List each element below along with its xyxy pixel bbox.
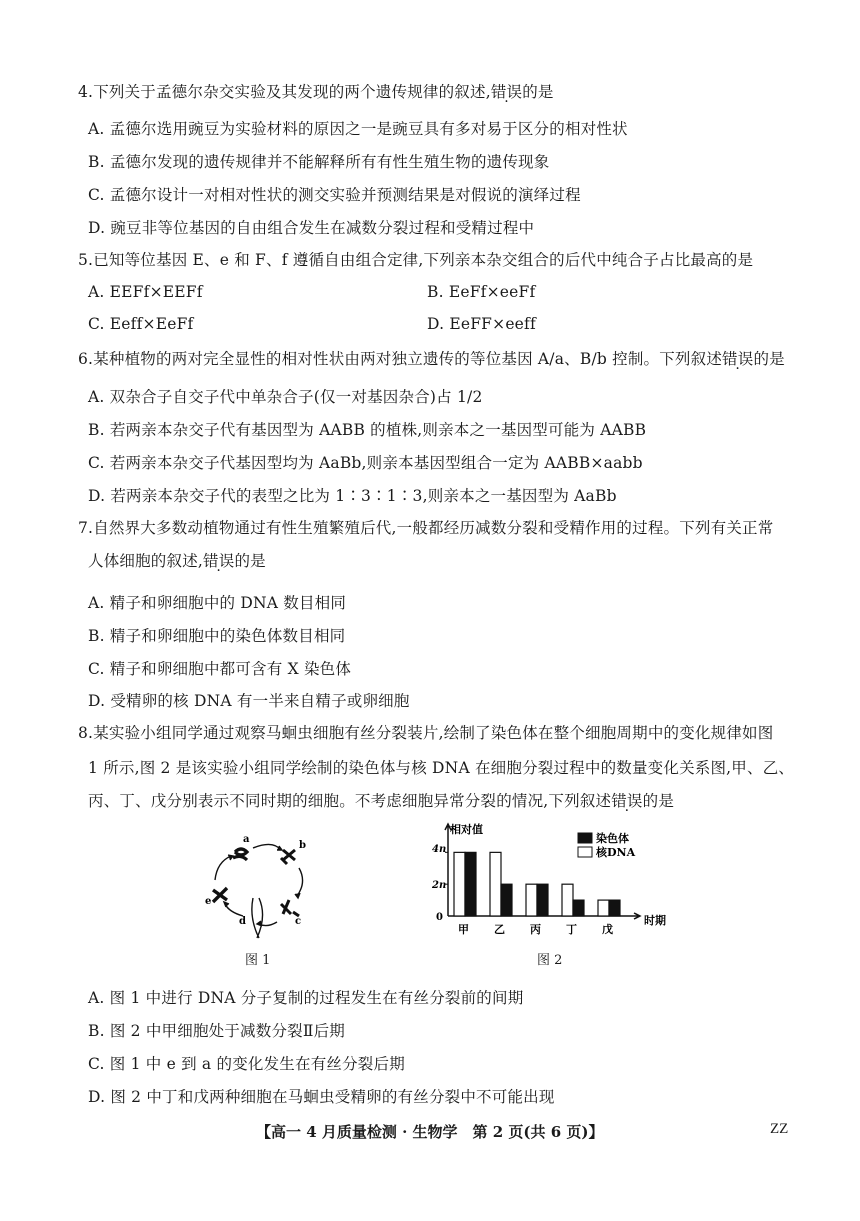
chart-y-tick-2n: 2n — [432, 880, 447, 891]
q6-stem: 6.某种植物的两对完全显性的相对性状由两对独立遗传的等位基因 A/a、B/b 控制。下列叙述错误的是 — [78, 350, 785, 368]
q4-option-a: A. 孟德尔选用豌豆为实验材料的原因之一是豌豆具有多对易于区分的相对性状 — [88, 120, 628, 138]
figure-1-caption: 图 1 — [245, 953, 271, 968]
q8-stem-line3: 丙、丁、戊分别表示不同时期的细胞。不考虑细胞异常分裂的情况,下列叙述错误的是 — [88, 792, 675, 810]
legend-label-dna: 核DNA — [596, 846, 636, 859]
q5-option-c: C. Eeff×EeFf — [88, 315, 194, 333]
fig1-label-e: e — [205, 896, 212, 907]
q4-option-c: C. 孟德尔设计一对相对性状的测交实验并预测结果是对假说的演绎过程 — [88, 186, 581, 204]
chart-category-label: 丙 — [530, 923, 541, 936]
q7-option-d: D. 受精卵的核 DNA 有一半来自精子或卵细胞 — [88, 692, 410, 710]
bar-dna-1 — [490, 852, 501, 916]
chart-y-tick-4n: 4n — [432, 844, 447, 855]
q6-option-c: C. 若两亲本杂交子代基因型均为 AaBb,则亲本基因型组合一定为 AABB×aabb — [88, 454, 643, 472]
chart-category-label: 丁 — [566, 923, 577, 936]
q7-option-b: B. 精子和卵细胞中的染色体数目相同 — [88, 627, 346, 645]
legend-swatch-dna — [578, 847, 592, 857]
chart-x-axis-label: 时期 — [644, 914, 666, 927]
bar-dna-2 — [526, 884, 537, 916]
q6-option-a: A. 双杂合子自交子代中单杂合子(仅一对基因杂合)占 1/2 — [88, 388, 483, 406]
q5-option-b: B. EeFf×eeFf — [427, 283, 536, 301]
figure-1-cell-cycle — [195, 828, 325, 943]
q4-option-d: D. 豌豆非等位基因的自由组合发生在减数分裂过程和受精过程中 — [88, 219, 535, 237]
bar-chromosome-0 — [465, 852, 476, 916]
bar-chromosome-4 — [609, 900, 620, 916]
q5-option-a: A. EEFf×EEFf — [88, 283, 203, 301]
fig1-label-b: b — [299, 840, 306, 851]
paper-code: ZZ — [770, 1121, 789, 1137]
legend-label-chromosome: 染色体 — [596, 832, 629, 845]
q5-option-d: D. EeFF×eeff — [427, 315, 536, 333]
q5-stem: 5.已知等位基因 E、e 和 F、f 遵循自由组合定律,下列亲本杂交组合的后代中纯合子占比最高的是 — [78, 251, 754, 269]
fig1-label-d: d — [239, 916, 246, 927]
bar-chromosome-2 — [537, 884, 548, 916]
q8-option-d: D. 图 2 中丁和戊两种细胞在马蛔虫受精卵的有丝分裂中不可能出现 — [88, 1088, 555, 1106]
q8-option-b: B. 图 2 中甲细胞处于减数分裂Ⅱ后期 — [88, 1022, 345, 1040]
q8-stem: 8.某实验小组同学通过观察马蛔虫细胞有丝分裂装片,绘制了染色体在整个细胞周期中的变化规律如图 — [78, 724, 774, 742]
q7-option-c: C. 精子和卵细胞中都可含有 X 染色体 — [88, 660, 352, 678]
chart-y-tick-0: 0 — [436, 912, 443, 923]
page-footer: 【高一 4 月质量检测 · 生物学 第 2 页(共 6 页)】 — [256, 1123, 604, 1141]
q8-option-a: A. 图 1 中进行 DNA 分子复制的过程发生在有丝分裂前的间期 — [88, 989, 524, 1007]
figure-2-bar-chart — [418, 818, 688, 938]
q4-stem: 4.下列关于孟德尔杂交实验及其发现的两个遗传规律的叙述,错误的是 — [78, 83, 554, 101]
q7-stem-line2: 人体细胞的叙述,错误的是 — [88, 552, 266, 570]
q7-stem: 7.自然界大多数动植物通过有性生殖繁殖后代,一般都经历减数分裂和受精作用的过程。下列有关正常 — [78, 519, 774, 537]
chart-y-axis-label: 相对值 — [450, 823, 483, 836]
bar-chromosome-3 — [573, 900, 584, 916]
legend-swatch-chromosome — [578, 833, 592, 843]
fig1-label-a: a — [243, 834, 250, 845]
bar-dna-0 — [454, 852, 465, 916]
chart-category-label: 甲 — [458, 923, 469, 936]
q8-stem-line2: 1 所示,图 2 是该实验小组同学绘制的染色体与核 DNA 在细胞分裂过程中的数量变化关系图,甲、乙、 — [88, 759, 795, 777]
figure-2-caption: 图 2 — [537, 953, 563, 968]
chart-category-label: 乙 — [494, 923, 505, 936]
bar-dna-4 — [598, 900, 609, 916]
q7-option-a: A. 精子和卵细胞中的 DNA 数目相同 — [88, 594, 347, 612]
fig1-label-c: c — [295, 916, 302, 927]
q6-option-d: D. 若两亲本杂交子代的表型之比为 1∶3∶1∶3,则亲本之一基因型为 AaBb — [88, 487, 617, 505]
bar-chromosome-1 — [501, 884, 512, 916]
bar-dna-3 — [562, 884, 573, 916]
chart-category-label: 戊 — [602, 923, 613, 936]
q8-option-c: C. 图 1 中 e 到 a 的变化发生在有丝分裂后期 — [88, 1055, 405, 1073]
q6-option-b: B. 若两亲本杂交子代有基因型为 AABB 的植株,则亲本之一基因型可能为 AABB — [88, 421, 647, 439]
q4-option-b: B. 孟德尔发现的遗传规律并不能解释所有有性生殖生物的遗传现象 — [88, 153, 550, 171]
